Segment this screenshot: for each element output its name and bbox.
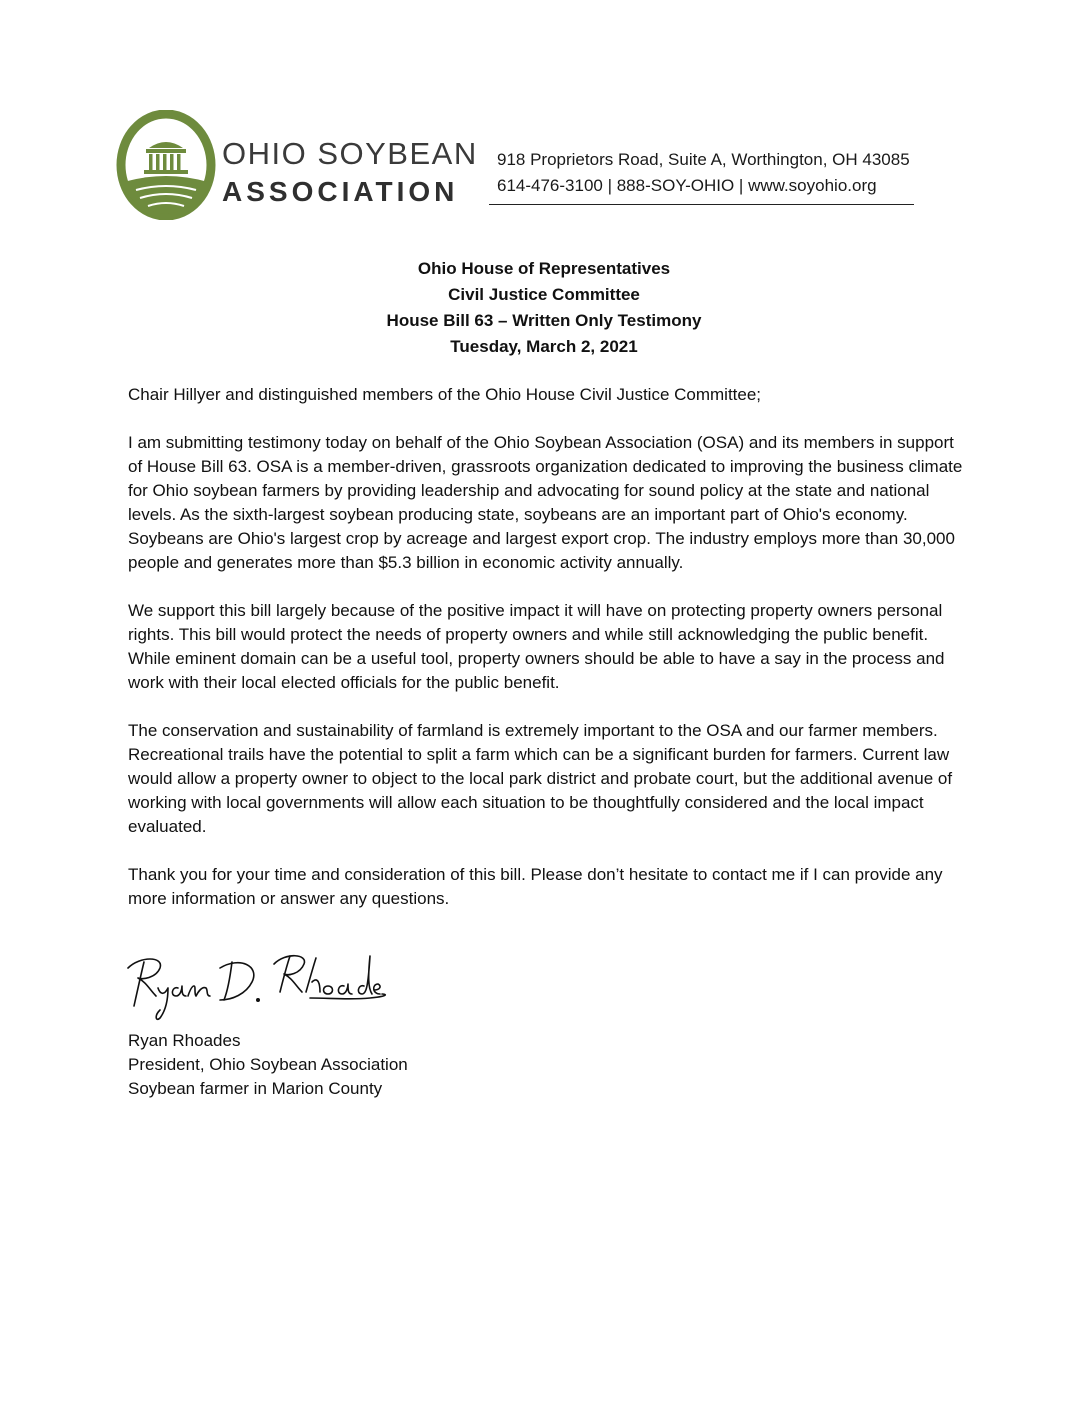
logo-name-line2: ASSOCIATION: [222, 176, 459, 207]
signer-note: Soybean farmer in Marion County: [128, 1079, 383, 1098]
heading-line-1: Ohio House of Representatives: [417, 259, 671, 278]
heading-line-3: House Bill 63 – Written Only Testimony: [386, 311, 702, 330]
paragraph-4: Thank you for your time and consideration of this bill. Please don’t hesitate to contact me if I can provide any more information or answer any questions.: [128, 865, 943, 908]
letterhead-contact: 614-476-3100 | 888-SOY-OHIO | www.soyohio.org: [497, 176, 877, 195]
signature-block: [128, 1029, 408, 1101]
signer-name: Ryan Rhoades: [128, 1031, 241, 1050]
paragraph-2: We support this bill largely because of the positive impact it will have on protecting property owners personal rights. This bill would protect the needs of property owners and while still acknowledging the public benefit. While eminent domain can be a useful tool, property owners should be able to have a say in the process and work with their local elected officials for the public benefit.: [128, 601, 945, 692]
logo-name-line1: OHIO SOYBEAN: [222, 136, 478, 171]
heading-line-2: Civil Justice Committee: [448, 285, 640, 304]
ohio-soybean-logo-icon: [116, 110, 216, 220]
letter-body: [128, 383, 963, 935]
testimony-heading: [0, 256, 1088, 360]
signer-title: President, Ohio Soybean Association: [128, 1055, 408, 1074]
handwritten-signature: [120, 948, 390, 1023]
letterhead-divider: [489, 204, 914, 205]
heading-line-4: Tuesday, March 2, 2021: [450, 337, 638, 356]
paragraph-1: I am submitting testimony today on behalf of the Ohio Soybean Association (OSA) and its members in support of House Bill 63. OSA is a member-driven, grassroots organization dedicated to improving the business climate for Ohio soybean farmers by providing leadership and advocating for sound policy at the state and national levels. As the sixth-largest soybean producing state, soybeans are an important part of Ohio's economy. Soybeans are Ohio's largest crop by acreage and largest export crop. The industry employs more than 30,000 people and generates more than $5.3 billion in economic activity annually.: [128, 433, 963, 572]
paragraph-3: The conservation and sustainability of farmland is extremely important to the OSA and our farmer members. Recreational trails have the potential to split a farm which can be a significant burden for farmers. Current law would allow a property owner to object to the local park district and probate court, but the additional avenue of working with local governments will allow each situation to be thoughtfully considered and the local impact evaluated.: [128, 721, 953, 836]
letterhead-address: 918 Proprietors Road, Suite A, Worthington, OH 43085: [497, 150, 910, 169]
salutation: Chair Hillyer and distinguished members of the Ohio House Civil Justice Committee;: [128, 385, 762, 404]
